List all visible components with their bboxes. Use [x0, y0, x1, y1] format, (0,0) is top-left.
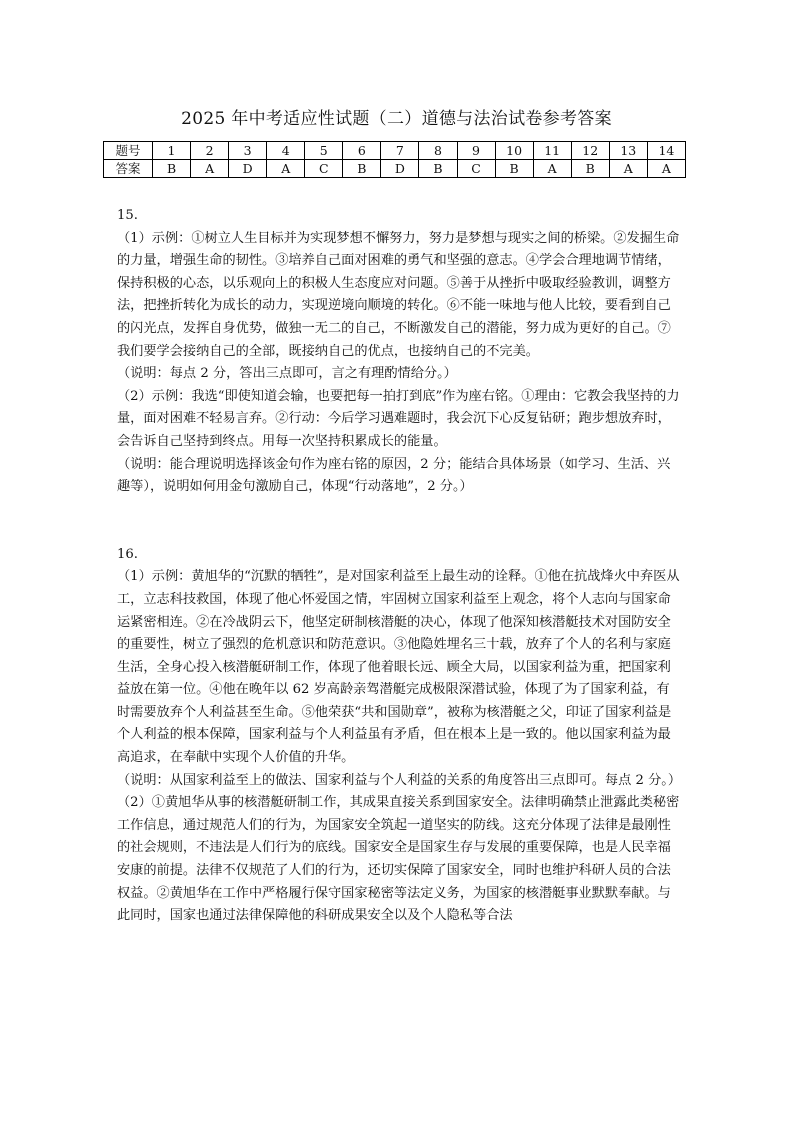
question-number-cell: 1 — [153, 142, 191, 160]
answer-cell: B — [343, 160, 381, 178]
question-number-cell: 6 — [343, 142, 381, 160]
question-15-part-1-answer: （1）示例：①树立人生目标并为实现梦想不懈努力，努力是梦想与现实之间的桥梁。②发掘生命的力量，增强生命的韧性。③培养自己面对困难的勇气和坚强的意志。④学会合理地调节情绪，保持积极的心态，以乐观向上的积极人生态度应对问题。⑤善于从挫折中吸取经验教训，调整方法，把挫折转化为成长的动力，实现逆境向顺境的转化。⑥不能一味地与他人比较，要看到自己的闪光点，发挥自身优势，做独一无二的自己，不断激发自己的潜能，努力成为更好的自己。⑦我们要学会接纳自己的全部，既接纳自己的优点，也接纳自己的不完美。 — [117, 230, 680, 359]
question-number-cell: 10 — [495, 142, 533, 160]
question-15-number: 15. — [117, 208, 138, 223]
question-number-cell: 4 — [267, 142, 305, 160]
question-16-number: 16. — [117, 546, 138, 562]
document-title: 2025 年中考适应性试题（二）道德与法治试卷参考答案 — [181, 109, 612, 129]
question-number-cell: 8 — [419, 142, 457, 160]
question-number-row — [104, 142, 686, 160]
question-15-part-2-scoring-note: （说明：能合理说明选择该金句作为座右铭的原因，2 分；能结合具体场景（如学习、生活、兴趣等），说明如何用金句激励自己，体现“行动落地”，2 分。） — [117, 456, 671, 495]
question-number-cell: 3 — [229, 142, 267, 160]
question-number-cell: 5 — [305, 142, 343, 160]
question-number-cell: 13 — [609, 142, 647, 160]
answer-cell: B — [153, 160, 191, 178]
question-number-cell: 14 — [647, 142, 685, 160]
answer-cell: C — [305, 160, 343, 178]
question-16-part-1-answer: （1）示例：黄旭华的“沉默的牺牲”，是对国家利益至上最生动的诠释。①他在抗战烽火中弃医从工，立志科技救国，体现了他心怀爱国之情，牢固树立国家利益至上观念，将个人志向与国家命运紧密相连。②在冷战阴云下，他坚定研制核潜艇的决心，体现了他深知核潜艇技术对国防安全的重要性，树立了强烈的危机意识和防范意识。③他隐姓埋名三十载，放弃了个人的名利与家庭生活，全身心投入核潜艇研制工作，体现了他着眼长远、顾全大局，以国家利益为重，把国家利益放在第一位。④他在晚年以 62 岁高龄亲驾潜艇完成极限深潜试验，体现了为了国家利益，有时需要放弃个人利益甚至生命。⑤他荣获“共和国勋章”，被称为核潜艇之父，印证了国家利益是个人利益的根本保障，国家利益与个人利益虽有矛盾，但在根本上是一致的。他以国家利益为最高追求，在奉献中实现个人价值的升华。 — [117, 569, 680, 766]
section-gap — [117, 499, 681, 544]
answer-cell: B — [419, 160, 457, 178]
question-16-part-2-answer: （2）①黄旭华从事的核潜艇研制工作，其成果直接关系到国家安全。法律明确禁止泄露此类秘密工作信息，通过规范人们的行为，为国家安全筑起一道坚实的防线。这充分体现了法律是最刚性的社会规则，不违法是人们行为的底线。国家安全是国家生存与发展的重要保障，也是人民幸福安康的前提。法律不仅规范了人们的行为，还切实保障了国家安全，同时也维护科研人员的合法权益。②黄旭华在工作中严格履行保守国家秘密等法定义务，为国家的核潜艇事业默默奉献。与此同时，国家也通过法律保障他的科研成果安全以及个人隐私等合法 — [117, 795, 680, 924]
answer-cell: A — [647, 160, 685, 178]
answer-content — [117, 205, 681, 928]
answer-cell: A — [267, 160, 305, 178]
question-number-cell: 9 — [457, 142, 495, 160]
question-15-section — [117, 205, 681, 499]
question-number-cell: 2 — [191, 142, 229, 160]
question-15-part-2-answer: （2）示例：我选“即使知道会输，也要把每一拍打到底”作为座右铭。①理由：它教会我坚持的力量，面对困难不轻易言弃。②行动：今后学习遇难题时，我会沉下心反复钻研；跑步想放弃时，会告诉自己坚持到终点。用每一次坚持积累成长的能量。 — [117, 388, 680, 449]
answer-cell: B — [571, 160, 609, 178]
question-number-cell: 7 — [381, 142, 419, 160]
question-16-section — [117, 544, 681, 928]
answer-cell: A — [533, 160, 571, 178]
question-number-cell: 11 — [533, 142, 571, 160]
question-number-cell: 12 — [571, 142, 609, 160]
row-label-answer: 答案 — [104, 160, 153, 178]
answer-cell: D — [229, 160, 267, 178]
row-label-question-number: 题号 — [104, 142, 153, 160]
answer-cell: A — [191, 160, 229, 178]
answer-cell: D — [381, 160, 419, 178]
answer-cell: B — [495, 160, 533, 178]
answer-key-table — [103, 141, 686, 178]
answer-row — [104, 160, 686, 178]
answer-cell: A — [609, 160, 647, 178]
question-16-part-1-scoring-note: （说明：从国家利益至上的做法、国家利益与个人利益的关系的角度答出三点即可。每点 2 分。） — [117, 772, 682, 788]
question-15-part-1-scoring-note: （说明：每点 2 分，答出三点即可，言之有理酌情给分。） — [117, 366, 457, 382]
answer-cell: C — [457, 160, 495, 178]
